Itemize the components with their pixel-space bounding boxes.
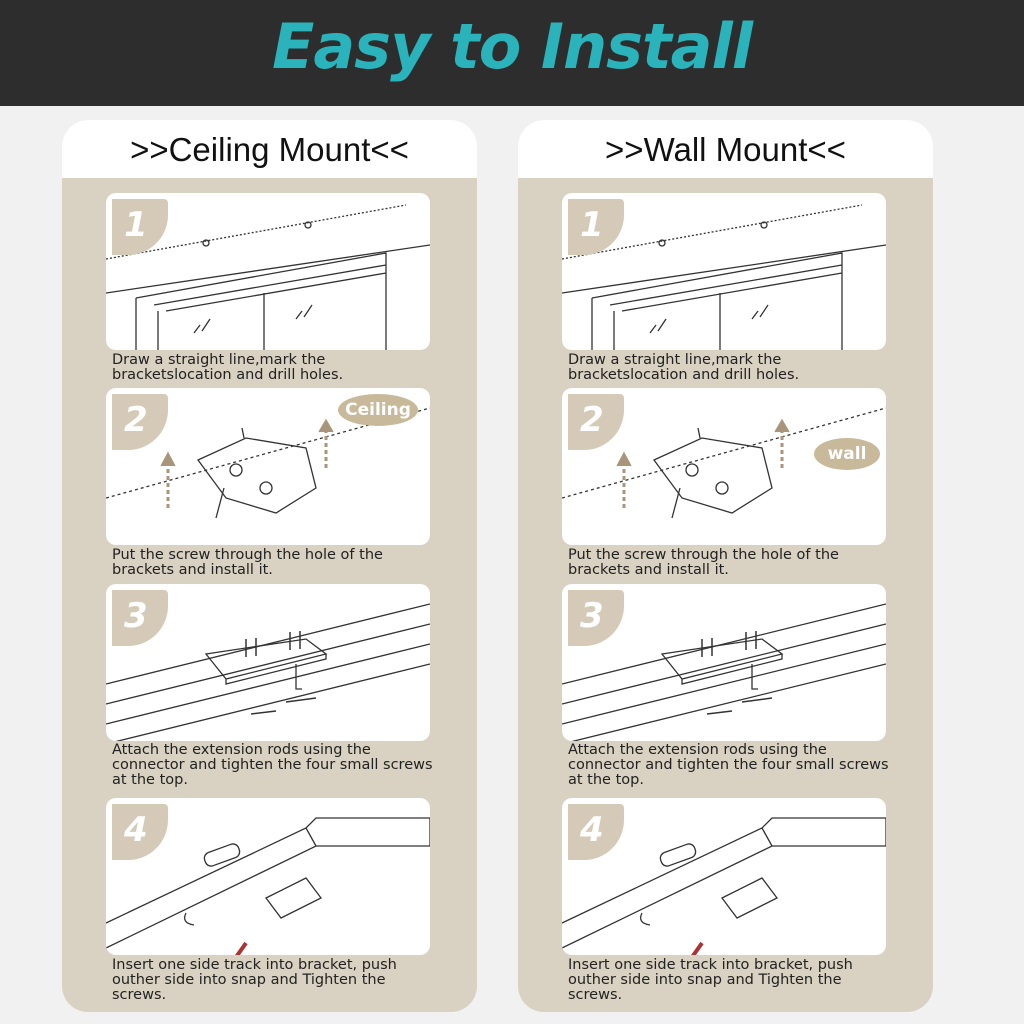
step-number: 3 xyxy=(124,596,148,636)
step-caption: Draw a straight line,mark the bracketslocation and drill holes. xyxy=(568,352,800,383)
step-caption: Attach the extension rods using the connector and tighten the four small screws at the top. xyxy=(112,742,433,788)
step-4-illustration xyxy=(562,798,886,955)
step-3-illustration xyxy=(106,584,430,741)
step-number: 1 xyxy=(580,205,604,245)
step-4-illustration xyxy=(106,798,430,955)
mount-type-bubble: Ceiling xyxy=(338,394,418,426)
step-number: 1 xyxy=(124,205,148,245)
step-number: 3 xyxy=(580,596,604,636)
step-caption: Attach the extension rods using the connector and tighten the four small screws at the top. xyxy=(568,742,889,788)
step-number: 4 xyxy=(124,810,148,850)
wall-mount-panel xyxy=(518,120,933,1012)
step-3-illustration xyxy=(562,584,886,741)
mount-type-bubble: wall xyxy=(814,438,880,470)
step-caption: Insert one side track into bracket, push outher side into snap and Tighten the screws. xyxy=(568,957,853,1003)
step-caption: Put the screw through the hole of the brackets and install it. xyxy=(568,547,839,578)
step-caption: Draw a straight line,mark the bracketslocation and drill holes. xyxy=(112,352,344,383)
ceiling-mount-panel xyxy=(62,120,477,1012)
page-title: Easy to Install xyxy=(271,10,752,83)
step-caption: Insert one side track into bracket, push outher side into snap and Tighten the screws. xyxy=(112,957,397,1003)
step-1-illustration xyxy=(562,193,886,350)
step-caption: Put the screw through the hole of the brackets and install it. xyxy=(112,547,383,578)
step-2-illustration xyxy=(562,388,886,545)
panel-title: >>Wall Mount<< xyxy=(518,120,933,178)
step-number: 2 xyxy=(124,400,148,440)
panel-title: >>Ceiling Mount<< xyxy=(62,120,477,178)
step-1-illustration xyxy=(106,193,430,350)
step-number: 2 xyxy=(580,400,604,440)
step-2-illustration xyxy=(106,388,430,545)
step-number: 4 xyxy=(580,810,604,850)
